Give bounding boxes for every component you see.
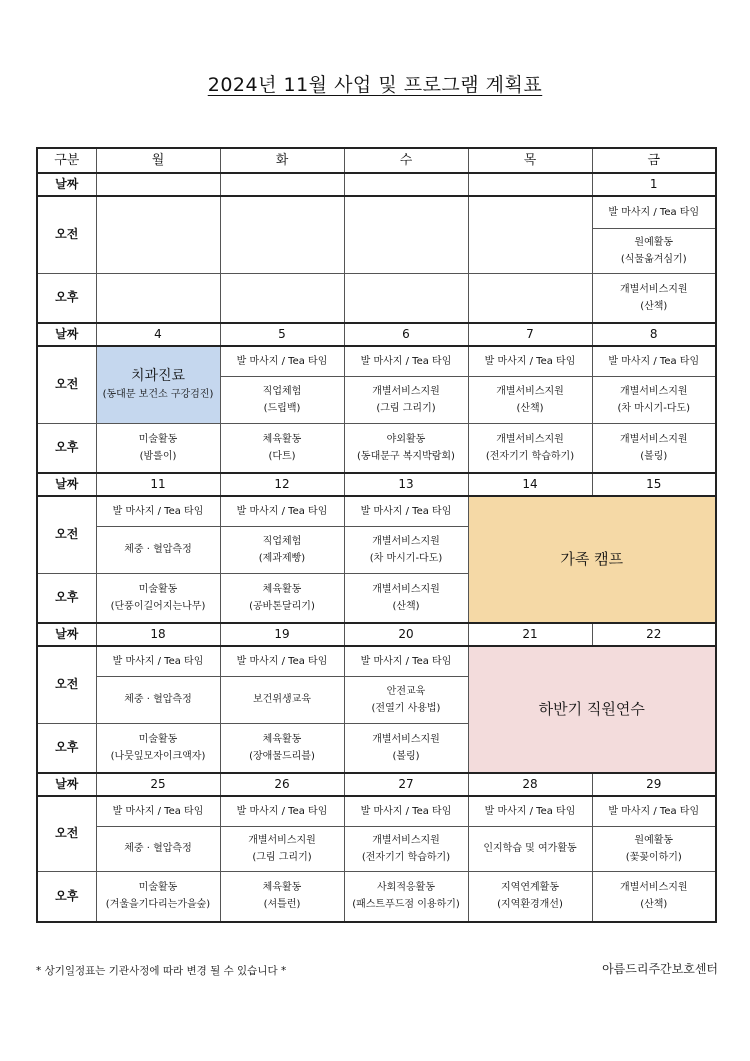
activity-cell: 체중 · 혈압측정 (96, 676, 220, 723)
activity-cell (468, 871, 592, 922)
activity-cell: 발 마사지 / Tea 타임 (96, 496, 220, 526)
activity-detail: (다트) (268, 450, 296, 462)
header-fri: 금 (592, 148, 716, 173)
activity-cell (344, 423, 468, 473)
date-row (37, 773, 716, 796)
empty-cell (96, 196, 220, 273)
activity-detail: (차 마시기-다도) (369, 552, 443, 564)
activity-detail: (꽃꽂이하기) (625, 851, 682, 863)
date-cell: 13 (344, 473, 468, 496)
activity-name: 개별서비스지원 (619, 385, 688, 397)
activity-detail: (패스트푸드점 이용하기) (352, 899, 460, 911)
activity-detail: (밤롤이) (139, 450, 177, 462)
date-label: 날짜 (37, 623, 96, 646)
activity-name: 사회적응활동 (377, 882, 435, 894)
activity-cell (592, 423, 716, 473)
pm-row (37, 273, 716, 323)
empty-cell (468, 273, 592, 323)
date-label: 날짜 (37, 473, 96, 496)
date-cell: 12 (220, 473, 344, 496)
am-row-1 (37, 646, 716, 676)
activity-cell (220, 723, 344, 773)
date-label: 날짜 (37, 773, 96, 796)
date-row (37, 623, 716, 646)
activity-cell (220, 573, 344, 623)
activity-name: 개별서비스지원 (619, 283, 688, 295)
activity-detail: (셔틀런) (263, 899, 301, 911)
date-cell (468, 173, 592, 196)
date-cell: 6 (344, 323, 468, 346)
activity-name: 미술활동 (138, 433, 178, 445)
pm-label: 오후 (37, 273, 96, 323)
activity-detail: (산책) (640, 899, 668, 911)
activity-name: 원예활동 (634, 834, 674, 846)
activity-cell: 발 마사지 / Tea 타임 (96, 646, 220, 676)
am-label: 오전 (37, 646, 96, 723)
dental-detail: (동대문 보건소 구강검진) (102, 389, 214, 401)
activity-detail: (볼링) (392, 750, 420, 762)
activity-cell: 발 마사지 / Tea 타임 (344, 346, 468, 376)
activity-name: 개별서비스지원 (372, 834, 440, 846)
date-row (37, 173, 716, 196)
date-label: 날짜 (37, 173, 96, 196)
pm-row (37, 871, 716, 922)
activity-detail: (전열기 사용법) (371, 702, 441, 714)
activity-cell: 발 마사지 / Tea 타임 (220, 496, 344, 526)
activity-cell (468, 376, 592, 423)
am-label: 오전 (37, 496, 96, 573)
date-cell: 4 (96, 323, 220, 346)
activity-name: 지역연계활동 (501, 882, 559, 894)
activity-detail: (제과제빵) (258, 552, 306, 564)
activity-cell: 발 마사지 / Tea 타임 (220, 346, 344, 376)
date-cell: 14 (468, 473, 592, 496)
date-label: 날짜 (37, 323, 96, 346)
activity-cell (220, 526, 344, 573)
activity-cell: 발 마사지 / Tea 타임 (468, 346, 592, 376)
activity-name: 미술활동 (138, 583, 178, 595)
activity-detail: (차 마시기-다도) (617, 402, 691, 414)
date-cell: 5 (220, 323, 344, 346)
activity-cell (344, 376, 468, 423)
empty-cell (220, 196, 344, 273)
header-thu: 목 (468, 148, 592, 173)
am-row-1 (37, 346, 716, 376)
activity-cell: 발 마사지 / Tea 타임 (592, 796, 716, 826)
activity-cell: 체중 · 혈압측정 (96, 826, 220, 871)
activity-detail: (단풍이길어지는나무) (110, 600, 206, 612)
header-wed: 수 (344, 148, 468, 173)
activity-cell: 발 마사지 / Tea 타임 (592, 196, 716, 228)
activity-name: 개별서비스지원 (619, 433, 688, 445)
activity-cell (96, 423, 220, 473)
activity-name: 개별서비스지원 (372, 733, 440, 745)
activity-cell: 발 마사지 / Tea 타임 (344, 796, 468, 826)
am-row-1 (37, 496, 716, 526)
activity-name: 미술활동 (138, 733, 178, 745)
am-row-1 (37, 196, 716, 228)
activity-detail: (나뭇잎모자이크액자) (110, 750, 206, 762)
schedule-change-note: * 상기일정표는 기관사정에 따라 변경 될 수 있습니다 * (36, 965, 287, 977)
activity-name: 개별서비스지원 (372, 583, 440, 595)
empty-cell (344, 273, 468, 323)
activity-cell (592, 871, 716, 922)
activity-cell (220, 423, 344, 473)
activity-name: 원예활동 (634, 236, 674, 248)
activity-name: 개별서비스지원 (248, 834, 316, 846)
activity-cell: 발 마사지 / Tea 타임 (220, 796, 344, 826)
activity-name: 개별서비스지원 (496, 433, 564, 445)
activity-name: 야외활동 (386, 433, 426, 445)
activity-name: 미술활동 (138, 882, 178, 894)
activity-cell (96, 871, 220, 922)
date-cell: 18 (96, 623, 220, 646)
activity-cell (344, 573, 468, 623)
organization-name: 아름드리주간보호센터 (602, 962, 718, 976)
activity-cell (592, 826, 716, 871)
date-cell (344, 173, 468, 196)
activity-detail: (그림 그리기) (376, 402, 436, 414)
activity-name: 체육활동 (262, 733, 302, 745)
activity-cell (592, 376, 716, 423)
empty-cell (468, 196, 592, 273)
am-row-1 (37, 796, 716, 826)
activity-name: 체육활동 (262, 583, 302, 595)
activity-detail: (전자기기 학습하기) (485, 450, 575, 462)
activity-cell (220, 376, 344, 423)
activity-name: 직업체험 (262, 385, 302, 397)
date-cell: 7 (468, 323, 592, 346)
am-label: 오전 (37, 796, 96, 871)
activity-cell: 발 마사지 / Tea 타임 (344, 646, 468, 676)
activity-detail: (산책) (392, 600, 420, 612)
activity-detail: (산책) (640, 300, 668, 312)
activity-cell: 발 마사지 / Tea 타임 (96, 796, 220, 826)
activity-detail: (그림 그리기) (252, 851, 312, 863)
activity-detail: (지역환경개선) (497, 899, 563, 911)
header-tue: 화 (220, 148, 344, 173)
activity-name: 개별서비스지원 (372, 535, 440, 547)
activity-cell (468, 423, 592, 473)
date-cell: 28 (468, 773, 592, 796)
activity-name: 개별서비스지원 (372, 385, 440, 397)
empty-cell (96, 273, 220, 323)
date-cell: 20 (344, 623, 468, 646)
activity-detail: (동대문구 복지박람회) (357, 450, 455, 462)
pm-label: 오후 (37, 723, 96, 773)
date-row (37, 473, 716, 496)
activity-cell: 인지학습 및 여가활동 (468, 826, 592, 871)
activity-cell (592, 228, 716, 273)
pm-label: 오후 (37, 423, 96, 473)
date-cell: 1 (592, 173, 716, 196)
date-cell: 19 (220, 623, 344, 646)
activity-detail: (공바톤달리기) (249, 600, 315, 612)
date-cell: 11 (96, 473, 220, 496)
activity-detail: (볼링) (640, 450, 668, 462)
activity-cell (344, 526, 468, 573)
activity-cell: 보건위생교육 (220, 676, 344, 723)
pm-label: 오후 (37, 871, 96, 922)
activity-cell (96, 573, 220, 623)
activity-name: 직업체험 (262, 535, 302, 547)
empty-cell (344, 196, 468, 273)
date-cell: 25 (96, 773, 220, 796)
am-row-2 (37, 826, 716, 871)
header-row (37, 148, 716, 173)
am-label: 오전 (37, 196, 96, 273)
date-cell: 26 (220, 773, 344, 796)
date-row (37, 323, 716, 346)
activity-detail: (장애물드리블) (249, 750, 315, 762)
activity-detail: (식물옮겨심기) (620, 253, 687, 265)
activity-cell (220, 826, 344, 871)
family-camp-cell: 가족 캠프 (468, 496, 716, 623)
schedule-table (36, 147, 717, 923)
date-cell: 8 (592, 323, 716, 346)
activity-name: 개별서비스지원 (619, 882, 688, 894)
date-cell: 21 (468, 623, 592, 646)
activity-cell (592, 273, 716, 323)
activity-cell: 발 마사지 / Tea 타임 (592, 346, 716, 376)
date-cell: 15 (592, 473, 716, 496)
activity-name: 안전교육 (386, 685, 426, 697)
empty-cell (220, 273, 344, 323)
date-cell: 29 (592, 773, 716, 796)
activity-detail: (전자기기 학습하기) (361, 851, 451, 863)
date-cell (96, 173, 220, 196)
activity-cell: 발 마사지 / Tea 타임 (468, 796, 592, 826)
date-cell: 22 (592, 623, 716, 646)
activity-name: 체육활동 (262, 433, 302, 445)
activity-cell: 발 마사지 / Tea 타임 (344, 496, 468, 526)
dental-checkup-cell (96, 346, 220, 423)
header-mon: 월 (96, 148, 220, 173)
am-label: 오전 (37, 346, 96, 423)
activity-name: 개별서비스지원 (496, 385, 564, 397)
activity-cell (344, 676, 468, 723)
pm-row (37, 423, 716, 473)
activity-cell (344, 723, 468, 773)
date-cell: 27 (344, 773, 468, 796)
activity-cell (344, 871, 468, 922)
dental-title: 치과진료 (130, 368, 186, 385)
staff-training-cell: 하반기 직원연수 (468, 646, 716, 773)
activity-detail: (겨울을기다리는가을숲) (105, 899, 211, 911)
activity-detail: (드립백) (263, 402, 301, 414)
activity-cell (96, 723, 220, 773)
activity-cell: 체중 · 혈압측정 (96, 526, 220, 573)
activity-cell (220, 871, 344, 922)
date-cell (220, 173, 344, 196)
pm-label: 오후 (37, 573, 96, 623)
activity-detail: (산책) (516, 402, 544, 414)
activity-cell: 발 마사지 / Tea 타임 (220, 646, 344, 676)
page-title: 2024년 11월 사업 및 프로그램 계획표 (207, 74, 543, 96)
activity-name: 체육활동 (262, 882, 302, 894)
activity-cell (344, 826, 468, 871)
header-category: 구분 (37, 148, 96, 173)
